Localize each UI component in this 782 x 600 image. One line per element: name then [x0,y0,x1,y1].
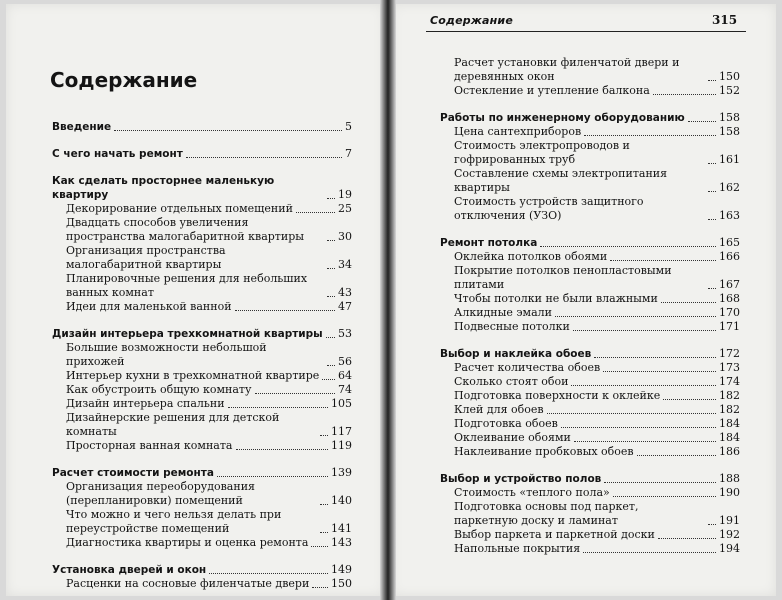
toc-entry-title: Напольные покрытия [454,542,581,555]
toc-section-entry [440,139,740,167]
toc-section-entry [440,167,740,195]
toc-entry-title: Выбор и наклейка обоев [440,348,592,360]
toc-section-entry [52,341,352,369]
toc-entry-page: 182 [719,403,740,416]
dot-leader [594,357,716,358]
toc-entry-title: Оклеивание обоями [454,431,571,444]
dot-leader [311,546,328,547]
toc-entry-page: 149 [331,563,352,576]
toc-chapter-entry [52,563,352,577]
toc-entry-page: 166 [719,250,740,263]
toc-entry-page: 172 [719,347,740,360]
toc-entry-title: Диагностика квартиры и оценка ремонта [66,536,309,549]
dot-leader [603,371,716,372]
dot-leader [555,316,716,317]
toc-entry-page: 194 [719,542,740,555]
toc-section-entry [440,56,740,84]
toc-entry-title: Наклеивание пробковых обоев [454,445,634,458]
dot-leader [613,496,716,497]
toc-section-entry [440,445,740,459]
dot-leader [327,296,335,297]
toc-section-entry [440,125,740,139]
dot-leader [653,94,716,95]
toc-entry-title: Расчет стоимости ремонта [52,467,214,479]
toc-entry-title: Расчет установки филенчатой двери и деревянных окон [454,56,680,83]
toc-entry-title: Алкидные эмали [454,306,552,319]
toc-entry-page: 5 [345,120,352,133]
toc-section-entry [440,84,740,98]
toc-entry-page: 64 [338,369,352,382]
toc-section-entry [52,244,352,272]
toc-entry-title: Дизайн интерьера спальни [66,397,225,410]
toc-entry-page: 191 [719,514,740,527]
dot-leader [326,337,335,338]
toc-entry-title: Ремонт потолка [440,237,538,249]
toc-entry-title: Идеи для маленькой ванной [66,300,232,313]
dot-leader [209,573,328,574]
toc-entry-title: Стоимость устройств защитного отключения (УЗО) [454,195,644,222]
running-head: Содержание [430,14,513,27]
toc-chapter-entry [52,120,352,134]
toc-entry-title: Дизайн интерьера трехкомнатной квартиры [52,328,323,340]
toc-entry-page: 152 [719,84,740,97]
toc-entry-page: 53 [338,327,352,340]
toc-entry-title: Работы по инженерному оборудованию [440,112,685,124]
toc-entry-page: 25 [338,202,352,215]
toc-entry-title: Дизайнерские решения для детской комнаты [66,411,280,438]
toc-left-column [52,120,352,591]
toc-entry-page: 186 [719,445,740,458]
toc-chapter-entry [440,111,740,125]
dot-leader [688,121,716,122]
toc-entry-title: Организация переоборудования (перепланировки) помещений [66,480,255,507]
dot-leader [320,532,328,533]
toc-entry-page: 74 [338,383,352,396]
toc-entry-title: Выбор паркета и паркетной доски [454,528,655,541]
toc-section-entry [52,577,352,591]
toc-entry-page: 192 [719,528,740,541]
toc-entry-title: Декорирование отдельных помещений [66,202,293,215]
toc-entry-title: Подвесные потолки [454,320,570,333]
toc-section-entry [52,536,352,550]
toc-entry-page: 162 [719,181,740,194]
toc-entry-page: 119 [331,439,352,452]
toc-entry-title: Выбор и устройство полов [440,473,602,485]
toc-section-entry [440,486,740,500]
toc-entry-title: Подготовка основы под паркет, паркетную доску и ламинат [454,500,639,527]
toc-section-entry [440,542,740,556]
toc-entry-page: 158 [719,111,740,124]
toc-entry-title: Как обустроить общую комнату [66,383,252,396]
toc-entry-title: Составление схемы электропитания квартиры [454,167,668,194]
toc-section-entry [440,375,740,389]
header-rule [426,31,746,32]
toc-entry-page: 105 [331,397,352,410]
toc-entry-page: 163 [719,209,740,222]
toc-entry-page: 19 [338,188,352,201]
toc-title: Содержание [50,68,198,92]
toc-section-entry [440,306,740,320]
dot-leader [610,260,716,261]
toc-entry-page: 139 [331,466,352,479]
toc-entry-title: Установка дверей и окон [52,564,207,576]
toc-entry-title: Двадцать способов увеличения пространства малогабаритной квартиры [66,216,305,243]
dot-leader [312,587,328,588]
dot-leader [637,455,716,456]
toc-entry-title: Что можно и чего нельзя делать при переустройстве помещений [66,508,282,535]
toc-section-entry [440,292,740,306]
toc-right-column [440,56,740,556]
dot-leader [661,302,716,303]
toc-section-entry [440,195,740,223]
toc-section-entry [440,320,740,334]
toc-entry-page: 171 [719,320,740,333]
toc-section-entry [52,383,352,397]
dot-leader [217,476,328,477]
toc-entry-title: Подготовка поверхности к оклейке [454,389,661,402]
toc-entry-title: Введение [52,121,112,133]
toc-entry-page: 167 [719,278,740,291]
dot-leader [228,407,328,408]
toc-entry-page: 141 [331,522,352,535]
toc-entry-page: 165 [719,236,740,249]
toc-section-entry [52,411,352,439]
toc-entry-title: Клей для обоев [454,403,544,416]
dot-leader [540,246,716,247]
dot-leader [658,538,716,539]
toc-entry-page: 30 [338,230,352,243]
dot-leader [708,524,716,525]
toc-entry-page: 150 [331,577,352,590]
toc-entry-title: Цена сантехприборов [454,125,582,138]
toc-chapter-entry [52,147,352,161]
dot-leader [547,413,716,414]
toc-entry-title: С чего начать ремонт [52,148,183,160]
toc-section-entry [52,439,352,453]
dot-leader [663,399,716,400]
toc-entry-page: 182 [719,389,740,402]
toc-section-entry [440,264,740,292]
toc-entry-title: Стоимость «теплого пола» [454,486,610,499]
dot-leader [255,393,336,394]
dot-leader [327,268,335,269]
toc-chapter-entry [440,236,740,250]
toc-entry-title: Большие возможности небольшой прихожей [66,341,267,368]
toc-entry-page: 161 [719,153,740,166]
toc-entry-page: 190 [719,486,740,499]
toc-entry-page: 174 [719,375,740,388]
toc-entry-page: 184 [719,431,740,444]
toc-section-entry [440,500,740,528]
toc-entry-page: 34 [338,258,352,271]
toc-entry-title: Интерьер кухни в трехкомнатной квартире [66,369,320,382]
dot-leader [320,435,328,436]
dot-leader [236,449,329,450]
dot-leader [561,427,716,428]
toc-chapter-entry [440,347,740,361]
dot-leader [708,288,716,289]
toc-section-entry [440,431,740,445]
toc-entry-title: Сколько стоят обои [454,375,569,388]
toc-entry-page: 184 [719,417,740,430]
dot-leader [708,219,716,220]
toc-entry-title: Остекление и утепление балкона [454,84,650,97]
toc-section-entry [440,361,740,375]
dot-leader [320,504,328,505]
toc-section-entry [52,480,352,508]
toc-entry-page: 43 [338,286,352,299]
toc-section-entry [52,272,352,300]
toc-entry-title: Просторная ванная комната [66,439,233,452]
toc-chapter-entry [52,174,352,202]
toc-entry-title: Планировочные решения для небольших ванных комнат [66,272,308,299]
toc-entry-page: 117 [331,425,352,438]
toc-section-entry [52,300,352,314]
toc-chapter-entry [52,466,352,480]
toc-section-entry [52,508,352,536]
dot-leader [584,135,716,136]
toc-entry-title: Организация пространства малогабаритной квартиры [66,244,226,271]
toc-entry-page: 56 [338,355,352,368]
toc-entry-page: 188 [719,472,740,485]
dot-leader [327,365,335,366]
toc-entry-title: Стоимость электропроводов и гофрированных труб [454,139,630,166]
toc-section-entry [440,389,740,403]
toc-chapter-entry [52,327,352,341]
toc-entry-page: 173 [719,361,740,374]
toc-entry-page: 170 [719,306,740,319]
dot-leader [571,385,716,386]
toc-section-entry [52,397,352,411]
toc-entry-title: Покрытие потолков пенопластовыми плитами [454,264,672,291]
toc-entry-page: 143 [331,536,352,549]
dot-leader [583,552,716,553]
toc-section-entry [52,202,352,216]
toc-section-entry [440,250,740,264]
dot-leader [327,198,335,199]
dot-leader [322,379,335,380]
dot-leader [327,240,335,241]
dot-leader [296,212,335,213]
dot-leader [574,441,716,442]
dot-leader [604,482,716,483]
toc-entry-page: 47 [338,300,352,313]
dot-leader [235,310,335,311]
toc-entry-page: 7 [345,147,352,160]
dot-leader [573,330,716,331]
toc-section-entry [52,369,352,383]
toc-entry-title: Как сделать просторнее маленькую квартиру [52,175,275,201]
toc-entry-page: 150 [719,70,740,83]
dot-leader [708,163,716,164]
book-spine-gutter [380,0,396,600]
toc-entry-page: 140 [331,494,352,507]
dot-leader [114,130,342,131]
toc-entry-title: Подготовка обоев [454,417,558,430]
toc-entry-title: Расчет количества обоев [454,361,601,374]
dot-leader [708,80,716,81]
toc-section-entry [440,417,740,431]
toc-entry-page: 158 [719,125,740,138]
page-number: 315 [712,13,738,27]
toc-section-entry [440,528,740,542]
toc-entry-title: Чтобы потолки не были влажными [454,292,658,305]
toc-section-entry [52,216,352,244]
toc-section-entry [440,403,740,417]
dot-leader [186,157,342,158]
dot-leader [708,191,716,192]
toc-entry-title: Оклейка потолков обоями [454,250,608,263]
toc-entry-title: Расценки на сосновые филенчатые двери [66,577,310,590]
toc-chapter-entry [440,472,740,486]
toc-entry-page: 168 [719,292,740,305]
